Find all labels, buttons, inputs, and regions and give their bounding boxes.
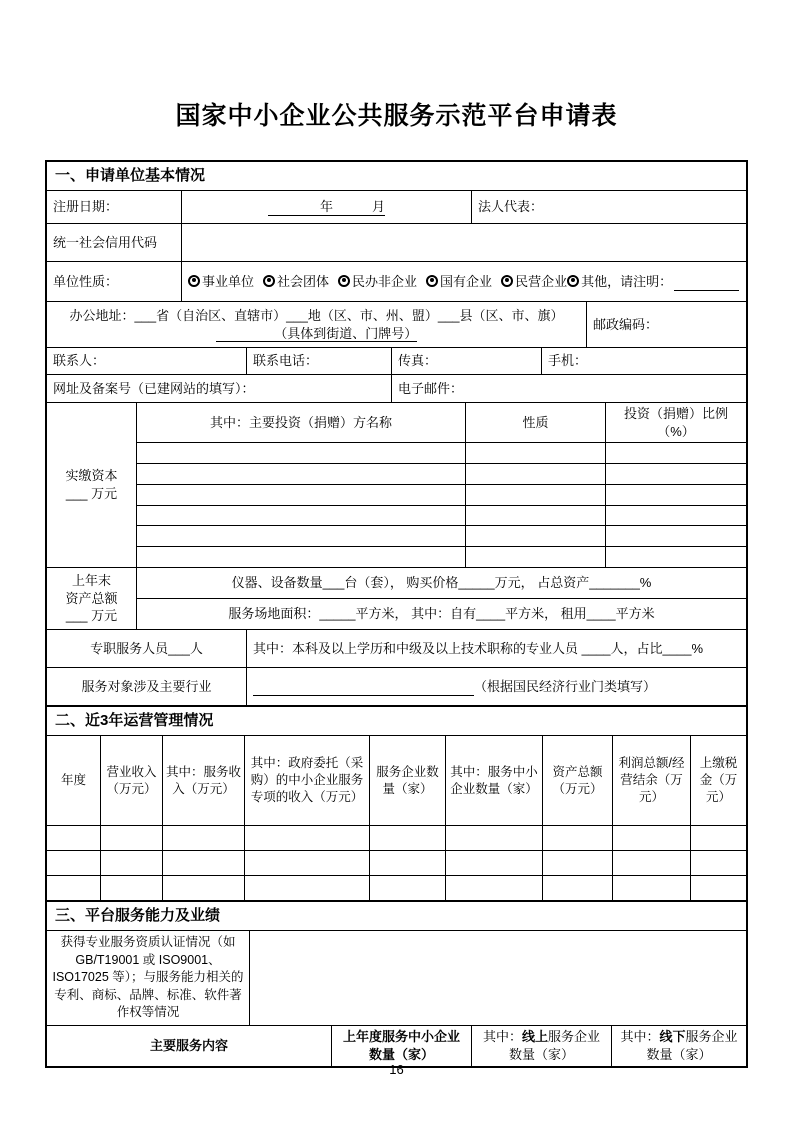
table-cell — [543, 876, 613, 900]
table-cell — [47, 851, 101, 875]
radio-icon[interactable] — [567, 275, 579, 287]
col-served-enterprises: 服务企业数量（家） — [370, 736, 446, 825]
investor-ratio-cell — [606, 547, 746, 567]
office-address-line1[interactable]: 办公地址：___省（自治区、直辖市）___地（区、市、州、盟）___县（区、市、旗） — [69, 307, 564, 323]
main-service-label: 主要服务内容 — [47, 1026, 332, 1066]
col-revenue: 营业收入（万元） — [101, 736, 163, 825]
table-cell — [245, 826, 370, 850]
investor-empty-row — [137, 547, 746, 567]
table-cell — [613, 851, 691, 875]
row-registration-date — [47, 191, 746, 224]
equipment-row — [137, 568, 746, 599]
unit-nature-label: 单位性质： — [47, 262, 182, 301]
staff-detail[interactable]: 其中：本科及以上学历和中级及以上技术职称的专业人员 ____人，占比____% — [253, 640, 704, 656]
section2-empty-row — [47, 876, 746, 901]
unit-nature-option[interactable]: 国有企业 — [426, 273, 492, 291]
table-cell — [691, 826, 746, 850]
table-cell — [47, 826, 101, 850]
radio-icon[interactable] — [426, 275, 438, 287]
investor-empty-row — [137, 464, 746, 485]
investor-header-row — [137, 403, 746, 443]
investor-empty-row — [137, 485, 746, 506]
offline-count-label: 其中：线下服务企业数量（家） — [620, 1028, 738, 1062]
section2-header-row — [47, 706, 746, 736]
row-credit-code — [47, 224, 746, 262]
industry-hint: （根据国民经济行业门类填写） — [474, 678, 657, 694]
row-qualification — [47, 931, 746, 1026]
row-contacts — [47, 348, 746, 375]
website-label: 网址及备案号（已建网站的填写）： — [47, 375, 392, 402]
application-form-table — [45, 160, 748, 1068]
unit-nature-option-other[interactable]: 其他，请注明： — [567, 273, 672, 291]
equipment-text[interactable]: 仪器、设备数量___台（套）， 购买价格_____万元， 占总资产_______% — [231, 575, 652, 591]
col-year: 年度 — [47, 736, 101, 825]
table-cell — [370, 851, 446, 875]
section2-empty-row — [47, 851, 746, 876]
assets-label: 上年末 资产总额 ___ 万元 — [47, 568, 137, 629]
section2-empty-row — [47, 826, 746, 851]
legal-representative-label: 法人代表： — [478, 199, 544, 215]
industry-cell — [247, 668, 746, 705]
venue-row — [137, 599, 746, 629]
venue-text[interactable]: 服务场地面积：_____平方米， 其中：自有____平方米， 租用____平方米 — [228, 606, 655, 622]
investor-name-cell — [137, 464, 466, 484]
fax-label: 传真： — [392, 348, 542, 374]
investor-nature-cell — [466, 443, 606, 463]
col-profit: 利润总额/经营结余（万元） — [613, 736, 691, 825]
investor-name-cell — [137, 526, 466, 546]
email-label: 电子邮件： — [398, 380, 464, 396]
section3-header-row — [47, 901, 746, 931]
table-cell — [163, 826, 245, 850]
investor-name-cell — [137, 547, 466, 567]
last-year-sme-count-label: 上年度服务中小企业数量（家） — [332, 1026, 472, 1066]
investor-ratio-cell — [606, 526, 746, 546]
section3-title: 三、平台服务能力及业绩 — [55, 907, 221, 924]
row-assets — [47, 568, 746, 630]
section1-title: 一、申请单位基本情况 — [55, 167, 206, 184]
qualification-label: 获得专业服务资质认证情况（如GB/T19001 或 ISO9001、ISO17025 等）；与服务能力相关的专利、商标、品牌、标准、软件著作权等情况 — [47, 931, 250, 1025]
row-industry — [47, 668, 746, 706]
radio-icon[interactable] — [188, 275, 200, 287]
unit-nature-option[interactable]: 事业单位 — [188, 273, 254, 291]
assets-subtable — [137, 568, 746, 629]
contact-person-label: 联系人： — [47, 348, 247, 374]
radio-icon[interactable] — [263, 275, 275, 287]
unit-nature-other-blank[interactable] — [674, 272, 739, 291]
table-cell — [245, 876, 370, 900]
table-cell — [446, 851, 543, 875]
investor-empty-row — [137, 506, 746, 527]
investor-name-cell — [137, 485, 466, 505]
investor-subtable — [137, 403, 746, 567]
paid-capital-label: 实缴资本 ___ 万元 — [47, 403, 137, 567]
page-title: 国家中小企业公共服务示范平台申请表 — [175, 102, 618, 130]
qualification-field[interactable] — [250, 931, 746, 1025]
col-served-sme: 其中：服务中小企业数量（家） — [446, 736, 543, 825]
table-cell — [245, 851, 370, 875]
investor-name-cell — [137, 443, 466, 463]
col-tax: 上缴税金（万元） — [699, 756, 738, 804]
office-address-line2[interactable]: （具体到街道、门牌号） — [215, 325, 418, 341]
radio-icon[interactable] — [501, 275, 513, 287]
industry-label: 服务对象涉及主要行业 — [47, 668, 247, 705]
investor-nature-cell — [466, 506, 606, 526]
row-main-service-header — [47, 1026, 746, 1066]
row-paid-capital — [47, 403, 746, 568]
section2-title: 二、近3年运营管理情况 — [55, 712, 214, 729]
postal-code-label: 邮政编码： — [593, 316, 659, 332]
table-cell — [163, 876, 245, 900]
table-cell — [370, 826, 446, 850]
registration-date-cell — [182, 191, 472, 223]
section2-table-header — [47, 736, 746, 826]
row-unit-nature — [47, 262, 746, 302]
investor-ratio-cell — [606, 443, 746, 463]
registration-date-blank[interactable]: 年 月 — [268, 198, 385, 217]
col-service-revenue: 其中：服务收入（万元） — [163, 736, 245, 825]
industry-blank[interactable] — [253, 677, 474, 696]
office-address-cell — [47, 302, 587, 347]
row-office-address — [47, 302, 746, 348]
contact-phone-label: 联系电话： — [247, 348, 392, 374]
section1-header-row — [47, 162, 746, 191]
investor-ratio-header: 投资（捐赠）比例（%） — [623, 406, 728, 439]
col-gov-entrust-revenue: 其中：政府委托（采购）的中小企业服务专项的收入（万元） — [245, 736, 370, 825]
table-cell — [101, 826, 163, 850]
col-total-assets: 资产总额（万元） — [543, 736, 613, 825]
unit-nature-option[interactable]: 民办非企业 — [338, 273, 417, 291]
investor-nature-cell — [466, 485, 606, 505]
page-number: 16 — [389, 1062, 404, 1077]
unit-nature-options — [182, 262, 746, 301]
investor-ratio-cell — [606, 464, 746, 484]
staff-label[interactable]: 专职服务人员___人 — [47, 630, 247, 667]
radio-icon[interactable] — [338, 275, 350, 287]
row-website-email — [47, 375, 746, 403]
table-cell — [101, 851, 163, 875]
unit-nature-option[interactable]: 社会团体 — [263, 273, 329, 291]
investor-empty-row — [137, 526, 746, 547]
credit-code-label: 统一社会信用代码 — [47, 224, 182, 261]
table-cell — [101, 876, 163, 900]
table-cell — [613, 876, 691, 900]
registration-date-label: 注册日期： — [47, 191, 182, 223]
investor-name-cell — [137, 506, 466, 526]
row-staff — [47, 630, 746, 668]
investor-nature-cell — [466, 464, 606, 484]
investor-name-header: 其中：主要投资（捐赠）方名称 — [137, 403, 466, 442]
table-cell — [543, 851, 613, 875]
table-cell — [691, 851, 746, 875]
table-cell — [446, 826, 543, 850]
table-cell — [370, 876, 446, 900]
table-cell — [543, 826, 613, 850]
investor-nature-header: 性质 — [466, 403, 606, 442]
investor-nature-cell — [466, 526, 606, 546]
unit-nature-option[interactable]: 民营企业 — [501, 273, 567, 291]
table-cell — [613, 826, 691, 850]
mobile-label: 手机： — [548, 353, 588, 369]
table-cell — [163, 851, 245, 875]
table-cell — [691, 876, 746, 900]
investor-empty-row — [137, 443, 746, 464]
online-count-label: 其中：线上服务企业数量（家） — [472, 1026, 612, 1066]
credit-code-field[interactable] — [182, 224, 746, 261]
investor-nature-cell — [466, 547, 606, 567]
investor-ratio-cell — [606, 485, 746, 505]
investor-ratio-cell — [606, 506, 746, 526]
table-cell — [446, 876, 543, 900]
table-cell — [47, 876, 101, 900]
